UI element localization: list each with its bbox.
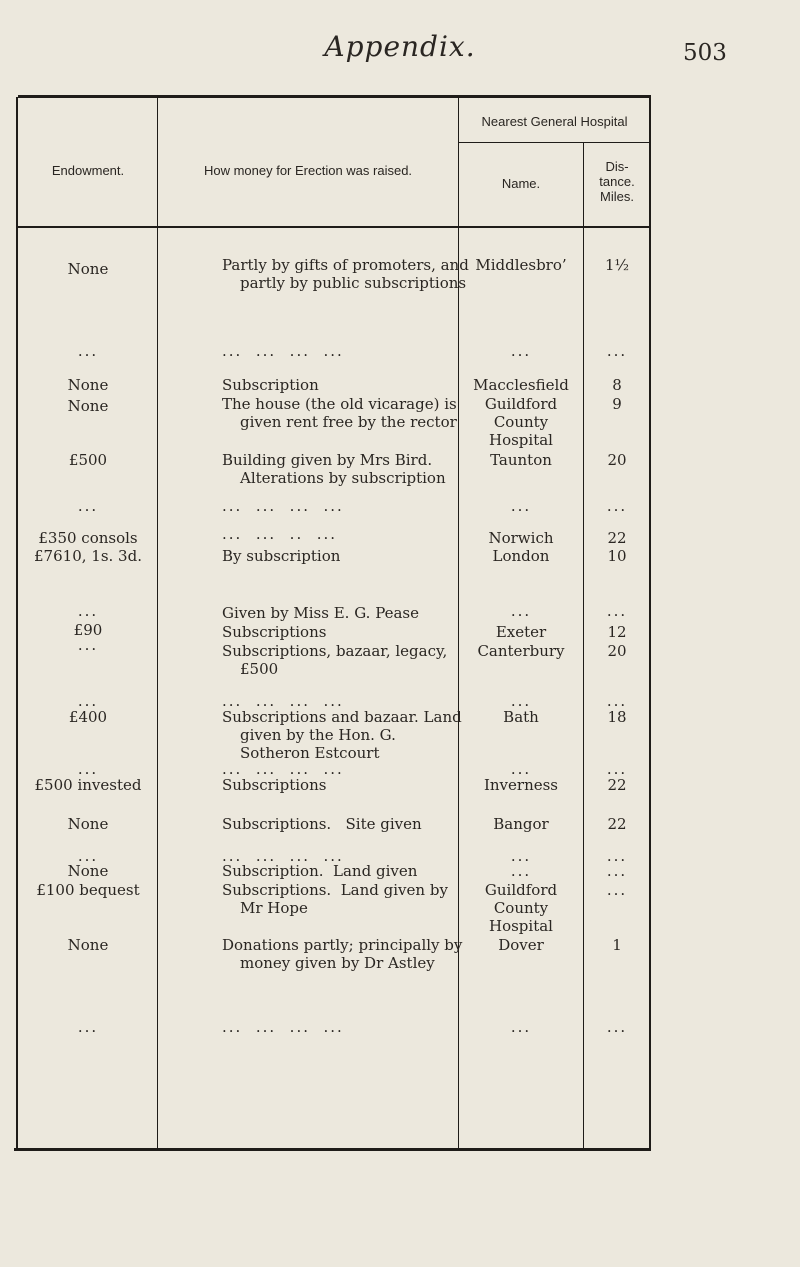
row13-endowment: £400 <box>68 708 108 726</box>
row7-hospital-name: Norwich <box>488 529 554 547</box>
row2-distance: ... <box>606 342 628 360</box>
row4-hospital-name: Guildford County Hospital <box>484 395 558 449</box>
row20-distance: 1 <box>612 936 622 954</box>
row4-how-raised: The house (the old vicarage) is given rent free by the rector <box>222 395 457 431</box>
row20-hospital-name: Dover <box>498 936 544 954</box>
row3-distance: 8 <box>612 376 622 394</box>
row17-hospital-name: ... <box>510 847 532 865</box>
row14-how-raised: ... ... ... ... <box>222 760 344 778</box>
row3-how-raised: Subscription <box>222 376 319 394</box>
row17-endowment: ... <box>77 847 99 865</box>
row18-endowment: None <box>67 862 109 880</box>
row15-distance: 22 <box>607 776 627 794</box>
row11-how-raised: Subscriptions, bazaar, legacy, £500 <box>222 642 448 678</box>
row6-hospital-name: ... <box>510 497 532 515</box>
row2-how-raised: ... ... ... ... <box>222 342 344 360</box>
row19-distance: ... <box>606 881 628 899</box>
row10-distance: 12 <box>607 623 627 641</box>
right-border <box>649 97 651 1149</box>
header-nearest-hospital: Nearest General Hospital <box>481 114 628 129</box>
row12-how-raised: ... ... ... ... <box>222 692 344 710</box>
row18-distance: ... <box>606 862 628 880</box>
row1-hospital-name: Middlesbro’ <box>475 256 567 274</box>
row10-endowment: £90 <box>73 621 103 639</box>
row8-endowment: £7610, 1s. 3d. <box>34 547 142 565</box>
row15-how-raised: Subscriptions <box>222 776 327 794</box>
row14-endowment: ... <box>77 760 99 778</box>
row7-how-raised: ... ... .. ... <box>222 525 338 543</box>
header-distance: Dis- tance. Miles. <box>599 159 635 204</box>
row21-how-raised: ... ... ... ... <box>222 1018 344 1036</box>
row9-endowment: ... <box>77 602 99 620</box>
row21-hospital-name: ... <box>510 1018 532 1036</box>
row21-endowment: ... <box>77 1018 99 1036</box>
row6-endowment: ... <box>77 497 99 515</box>
page-heading: Appendix. <box>324 30 476 63</box>
row2-hospital-name: ... <box>510 342 532 360</box>
row7-distance: 22 <box>607 529 627 547</box>
row8-hospital-name: London <box>492 547 550 565</box>
row12-distance: ... <box>606 692 628 710</box>
row4-endowment: None <box>67 397 109 415</box>
table-top-rule <box>18 95 651 98</box>
row18-hospital-name: ... <box>510 862 532 880</box>
row11-distance: 20 <box>607 642 627 660</box>
row10-hospital-name: Exeter <box>495 623 547 641</box>
row14-hospital-name: ... <box>510 760 532 778</box>
row13-how-raised: Subscriptions and bazaar. Land given by the Hon. G. Sotheron Estcourt <box>222 708 462 762</box>
row8-distance: 10 <box>607 547 627 565</box>
row1-endowment: None <box>67 260 109 278</box>
row12-endowment: ... <box>77 692 99 710</box>
header-endowment: Endowment. <box>51 163 125 178</box>
row8-how-raised: By subscription <box>222 547 341 565</box>
header-how-raised: How money for Erection was raised. <box>203 163 413 178</box>
row3-endowment: None <box>67 376 109 394</box>
row5-how-raised: Building given by Mrs Bird. Alterations by subscription <box>222 451 446 487</box>
row17-distance: ... <box>606 847 628 865</box>
row13-hospital-name: Bath <box>503 708 539 726</box>
row16-distance: 22 <box>607 815 627 833</box>
table-bottom-rule <box>14 1148 651 1151</box>
row11-hospital-name: Canterbury <box>477 642 565 660</box>
row5-endowment: £500 <box>68 451 108 469</box>
row1-how-raised: Partly by gifts of promoters, and partly by public subscriptions <box>222 256 469 292</box>
page-number: 503 <box>683 40 727 66</box>
row19-how-raised: Subscriptions. Land given by Mr Hope <box>222 881 453 917</box>
row15-hospital-name: Inverness <box>483 776 559 794</box>
row14-distance: ... <box>606 760 628 778</box>
row9-hospital-name: ... <box>510 602 532 620</box>
header-name: Name. <box>501 176 541 191</box>
row21-distance: ... <box>606 1018 628 1036</box>
hospital-group-rule <box>458 142 651 143</box>
row16-how-raised: Subscriptions. Site given <box>222 815 422 833</box>
header-bottom-rule <box>18 226 651 228</box>
row6-distance: ... <box>606 497 628 515</box>
row19-endowment: £100 bequest <box>36 881 140 899</box>
row15-endowment: £500 invested <box>34 776 142 794</box>
row20-endowment: None <box>67 936 109 954</box>
row10-how-raised: Subscriptions <box>222 623 327 641</box>
row2-endowment: ... <box>77 342 99 360</box>
row16-endowment: None <box>67 815 109 833</box>
row5-hospital-name: Taunton <box>490 451 552 469</box>
row4-distance: 9 <box>612 395 622 413</box>
row9-distance: ... <box>606 602 628 620</box>
row5-distance: 20 <box>607 451 627 469</box>
row11-endowment: ... <box>77 636 99 654</box>
row13-distance: 18 <box>607 708 627 726</box>
row7-endowment: £350 consols <box>38 529 138 547</box>
row20-how-raised: Donations partly; principally by money given by Dr Astley <box>222 936 463 972</box>
row3-hospital-name: Macclesfield <box>473 376 569 394</box>
row1-distance: 1½ <box>604 256 630 274</box>
row18-how-raised: Subscription. Land given <box>222 862 418 880</box>
row6-how-raised: ... ... ... ... <box>222 497 344 515</box>
row9-how-raised: Given by Miss E. G. Pease <box>222 604 420 622</box>
row17-how-raised: ... ... ... ... <box>222 847 344 865</box>
row19-hospital-name: Guildford County Hospital <box>484 881 558 935</box>
row12-hospital-name: ... <box>510 692 532 710</box>
row16-hospital-name: Bangor <box>493 815 549 833</box>
